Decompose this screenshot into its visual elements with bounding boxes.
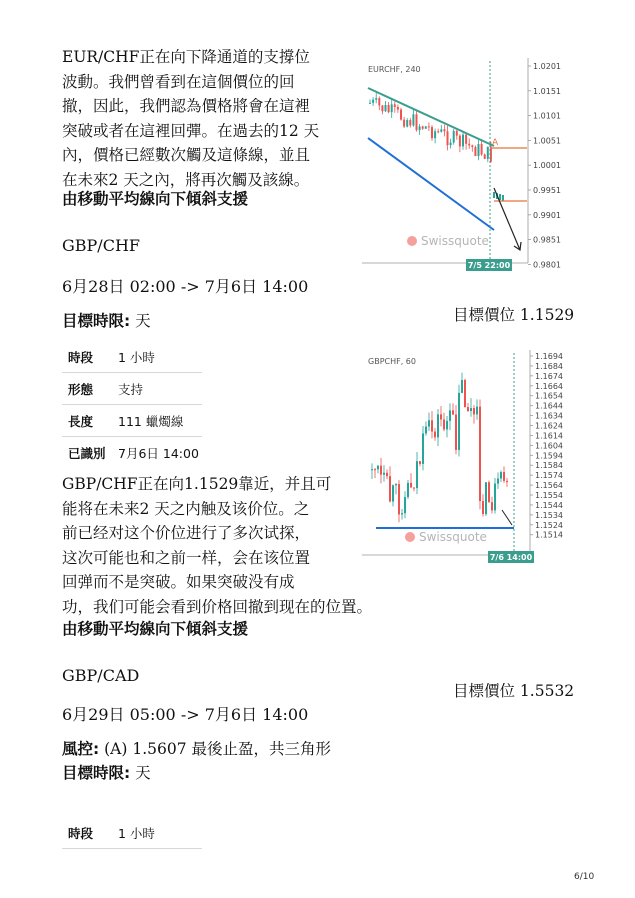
candle-body xyxy=(434,432,436,438)
candle-body xyxy=(410,483,412,488)
candle-body xyxy=(502,195,504,201)
y-tick-label: 1.1624 xyxy=(535,421,563,431)
y-tick-label: 1.1674 xyxy=(535,371,563,381)
candle-body xyxy=(452,410,454,414)
y-tick-label: 1.0151 xyxy=(533,86,561,96)
y-tick-label: 1.1644 xyxy=(535,401,563,411)
y-tick-label: 0.9951 xyxy=(533,186,561,195)
candle-body xyxy=(403,120,405,127)
candle-body xyxy=(422,433,424,464)
candle-body xyxy=(491,502,493,510)
candle-body xyxy=(497,479,499,484)
candle-body xyxy=(478,144,480,156)
candle-body xyxy=(437,414,439,437)
candle-body xyxy=(462,135,464,147)
candle-body xyxy=(422,126,424,128)
candle-body xyxy=(440,414,442,419)
eurchf-chart xyxy=(362,58,567,273)
candle-body xyxy=(425,427,427,434)
candle-body xyxy=(443,419,445,429)
eurchf-y-axis xyxy=(528,62,561,269)
projection-arrow xyxy=(494,188,520,250)
y-tick-label: 0.9851 xyxy=(533,235,561,245)
y-tick-label: 1.1594 xyxy=(535,451,563,461)
candle-body xyxy=(378,98,380,105)
candle-body xyxy=(407,483,409,497)
candle-body xyxy=(431,420,433,431)
candle-body xyxy=(400,110,402,120)
candle-body xyxy=(461,380,463,393)
candle-body xyxy=(485,482,487,514)
candle-body xyxy=(385,105,387,111)
candle-body xyxy=(440,129,442,132)
candle-body xyxy=(446,421,448,430)
y-tick-label: 1.1544 xyxy=(535,500,563,510)
y-tick-label: 1.1634 xyxy=(535,411,563,421)
y-tick-label: 1.0101 xyxy=(533,111,561,121)
candle-body xyxy=(467,407,469,411)
gbpcad-target-price: 目標價位 1.5532 xyxy=(453,682,575,700)
candle-body xyxy=(493,192,495,198)
gbpchf-horizon-label: 目標時限: xyxy=(62,312,131,330)
candle-body xyxy=(482,501,484,514)
gbpcad-pair-title: GBP/CAD xyxy=(62,666,140,685)
candle-body xyxy=(416,114,418,130)
candle-body xyxy=(401,513,403,514)
eurchf-paragraph: EUR/CHF正在向下降通道的支撐位 波動。我們曾看到在這個價位的回 撤，因此，我們認為價格將會在這裡 突破或者在這裡回彈。在過去的12 天 內，價格已經數次觸及這條線，並且 在未來2 天之內，將再次觸及該線。 xyxy=(62,48,320,189)
candle-body xyxy=(388,105,390,112)
candle-body xyxy=(425,126,427,128)
candle-body xyxy=(470,408,472,411)
y-tick-label: 1.1604 xyxy=(535,441,563,451)
candle-body xyxy=(465,135,467,144)
candle-body xyxy=(458,393,460,450)
candle-body xyxy=(476,407,478,415)
candle-body xyxy=(434,131,436,138)
candle-body xyxy=(503,472,505,481)
candle-body xyxy=(391,104,393,112)
candle-body xyxy=(412,114,414,125)
table-row: 長度 111 蠟燭線 xyxy=(62,405,202,437)
y-tick-label: 1.1614 xyxy=(535,431,563,441)
gbpchf-symbol-label: GBPCHF, 60 xyxy=(368,357,416,366)
y-tick-label: 1.1664 xyxy=(535,381,563,391)
candle-body xyxy=(481,144,483,154)
candle-body xyxy=(404,497,406,513)
swissquote-watermark-2 xyxy=(405,530,487,544)
candle-body xyxy=(386,473,388,476)
y-tick-label: 1.1524 xyxy=(535,520,563,530)
y-tick-label: 1.1684 xyxy=(535,361,563,371)
y-tick-label: 1.0051 xyxy=(533,136,561,146)
y-tick-label: 0.9901 xyxy=(533,210,561,220)
table-row: 時段 1 小時 xyxy=(62,341,202,373)
gbpchf-info-table xyxy=(62,341,202,468)
candle-body xyxy=(484,154,486,158)
gbpchf-support-heading: 由移動平均線向下傾斜支援 xyxy=(62,620,249,638)
candle-body xyxy=(447,131,449,145)
y-tick-label: 1.1584 xyxy=(535,461,563,471)
y-tick-label: 1.1654 xyxy=(535,391,563,401)
gbpchf-target-price: 目標價位 1.1529 xyxy=(453,306,575,324)
y-tick-label: 1.1554 xyxy=(535,491,563,501)
y-tick-label: 1.1534 xyxy=(535,510,563,520)
candle-body xyxy=(374,469,376,470)
gbpcad-risk xyxy=(62,737,331,759)
candle-body xyxy=(488,482,490,502)
candle-body xyxy=(392,485,394,501)
candle-body xyxy=(494,484,496,511)
gbpchf-chart xyxy=(362,350,572,565)
candle-body xyxy=(380,466,382,475)
candle-body xyxy=(471,145,473,147)
gbpcad-risk-label: 風控: xyxy=(62,740,100,758)
candle-body xyxy=(464,380,466,407)
candle-body xyxy=(437,131,439,132)
svg-text:7/6 14:00: 7/6 14:00 xyxy=(489,553,533,562)
candle-body xyxy=(377,466,379,470)
candle-body xyxy=(479,407,481,501)
eurchf-support-heading: 由移動平均線向下傾斜支援 xyxy=(62,190,249,208)
gbpchf-candles xyxy=(371,373,508,523)
eurchf-symbol-label: EURCHF, 240 xyxy=(368,65,421,74)
projection-arrow xyxy=(502,510,512,525)
candle-body xyxy=(459,136,461,147)
candle-body xyxy=(500,472,502,479)
candle-body xyxy=(413,488,415,489)
y-tick-label: 1.0201 xyxy=(533,62,561,71)
candle-body xyxy=(369,103,371,104)
candle-body xyxy=(371,469,373,470)
y-tick-label: 0.9801 xyxy=(533,260,561,270)
candle-body xyxy=(406,120,408,127)
candle-body xyxy=(416,461,418,488)
gbpchf-horizon-value: 天 xyxy=(130,312,151,330)
swissquote-watermark-1 xyxy=(407,234,489,248)
candle-body xyxy=(487,147,489,159)
candle-body xyxy=(468,144,470,146)
candle-body xyxy=(431,127,433,138)
y-tick-label: 1.1694 xyxy=(535,352,563,361)
gbpcad-date-range: 6月29日 05:00 -> 7月6日 14:00 xyxy=(62,705,309,724)
candle-body xyxy=(428,126,430,127)
candle-body xyxy=(419,126,421,130)
candle-body xyxy=(389,476,391,501)
marker-a: A xyxy=(492,138,499,148)
gbpcad-horizon-value: 天 xyxy=(130,764,151,782)
candle-body xyxy=(409,120,411,125)
candle-body xyxy=(397,107,399,110)
candle-body xyxy=(419,461,421,464)
candle-body xyxy=(506,481,508,482)
candle-body xyxy=(449,410,451,420)
candle-body xyxy=(375,98,377,100)
y-tick-label: 1.1564 xyxy=(535,481,563,491)
gbpchf-date-range: 6月28日 02:00 -> 7月6日 14:00 xyxy=(62,277,309,296)
candle-body xyxy=(394,104,396,107)
svg-text:Swissquote: Swissquote xyxy=(419,530,487,544)
eurchf-candles xyxy=(369,93,504,201)
candle-body xyxy=(381,105,383,111)
gbpcad-risk-value: (A) 1.5607 最後止盈，共三角形 xyxy=(99,740,332,758)
gbpchf-horizon xyxy=(62,309,151,331)
candle-body xyxy=(474,147,476,156)
gbpcad-info-table xyxy=(62,817,202,849)
candle-body xyxy=(372,100,374,103)
gbpchf-y-axis xyxy=(530,352,563,540)
table-row: 已識別 7月6日 14:00 xyxy=(68,446,199,461)
y-tick-label: 1.1514 xyxy=(535,530,563,540)
table-row: 時段 1 小時 xyxy=(62,817,202,849)
candle-body xyxy=(450,143,452,146)
page-number: 6/10 xyxy=(574,872,595,882)
candle-body xyxy=(398,484,400,514)
gbpchf-pair-title: GBP/CHF xyxy=(62,236,140,255)
candle-body xyxy=(473,408,475,414)
candle-body xyxy=(455,415,457,450)
svg-text:Swissquote: Swissquote xyxy=(421,234,489,248)
gbpchf-paragraph: GBP/CHF正在向1.1529靠近，并且可 能将在未来2 天之内触及该价位。之 前已经对这个价位进行了多次试探， 这次可能也和之前一样，会在该位置 回弹而不是突破。如果突破没有成 功，我们可能会看到价格回撤到现在的位置。 xyxy=(62,475,373,616)
candle-body xyxy=(456,131,458,136)
candle-body xyxy=(383,473,385,475)
gbpcad-horizon-label: 目標時限: xyxy=(62,764,131,782)
candle-body xyxy=(443,129,445,131)
table-row: 形態 支持 xyxy=(62,373,202,405)
candle-body xyxy=(453,131,455,143)
y-tick-label: 1.1574 xyxy=(535,471,563,481)
y-tick-label: 1.0001 xyxy=(533,161,561,171)
gbpcad-horizon xyxy=(62,761,151,783)
candle-body xyxy=(395,484,397,485)
candle-body xyxy=(428,420,430,426)
svg-text:7/5 22:00: 7/5 22:00 xyxy=(467,261,511,270)
